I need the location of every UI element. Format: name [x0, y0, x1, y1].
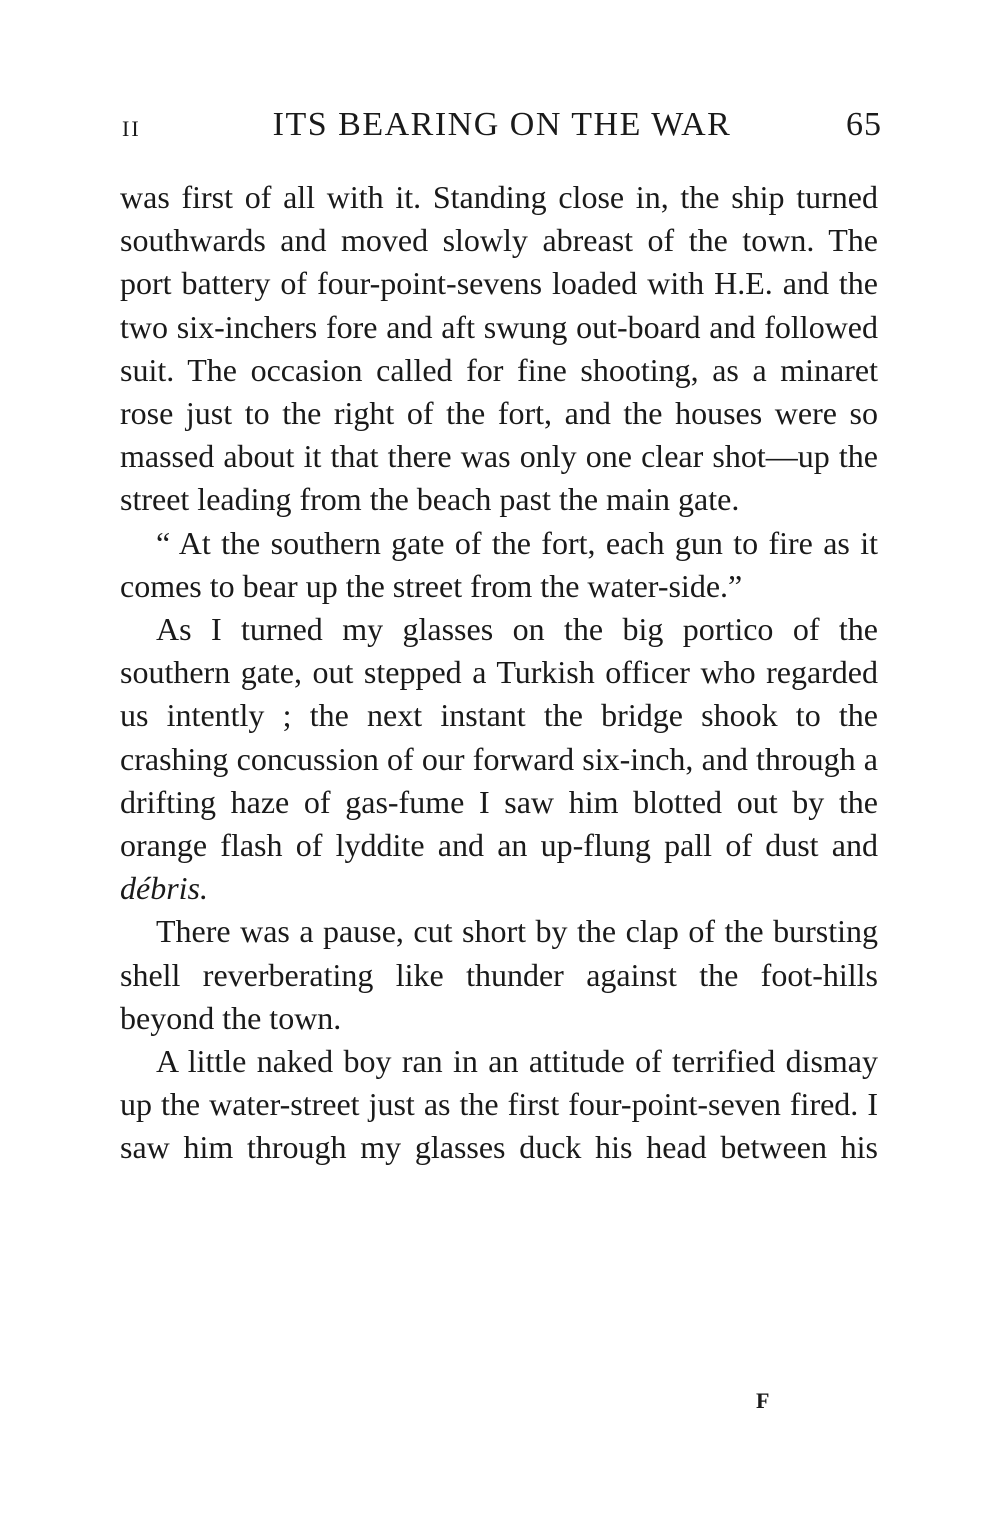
paragraph-3-italic: débris.	[120, 870, 208, 907]
paragraph-4: There was a pause, cut short by the clap of the bursting shell reverberating like thunder against the foot-hills beyond the town.	[120, 913, 878, 1036]
body-text	[120, 176, 878, 1170]
paragraph-3	[120, 608, 878, 910]
paragraph-3-text: As I turned my glasses on the big portico of the southern gate, out stepped a Turkish officer who regarded us intently ; the next instant the bridge shook to the crashing concussion of our forward six-inch, and through a drifting haze of gas-fume I saw him blotted out by the orange flash of lyddite and an up-flung pall of dust and	[120, 611, 878, 864]
signature-mark: F	[756, 1388, 771, 1413]
running-title: ITS BEARING ON THE WAR	[272, 106, 732, 143]
chapter-number: II	[122, 116, 141, 141]
page-number: 65	[846, 106, 882, 143]
paragraph-5: A little naked boy ran in an attitude of terrified dismay up the water-street just as the first four-point-seven fired. I saw him through my glasses duck his head between his	[120, 1043, 878, 1166]
running-head	[122, 106, 882, 154]
paragraph-2: “ At the southern gate of the fort, each gun to fire as it comes to bear up the street from the water-side.”	[120, 524, 878, 604]
paragraph-1: was first of all with it. Standing close in, the ship turned southwards and moved slowly abreast of the town. The port battery of four-point-sevens loaded with H.E. and the two six-inchers fore and aft swung out-board and followed suit. The occasion called for fine shooting, as a minaret rose just to the right of the fort, and the houses were so massed about it that there was only one clear shot—up the street leading from the beach past the main gate.	[120, 179, 878, 518]
